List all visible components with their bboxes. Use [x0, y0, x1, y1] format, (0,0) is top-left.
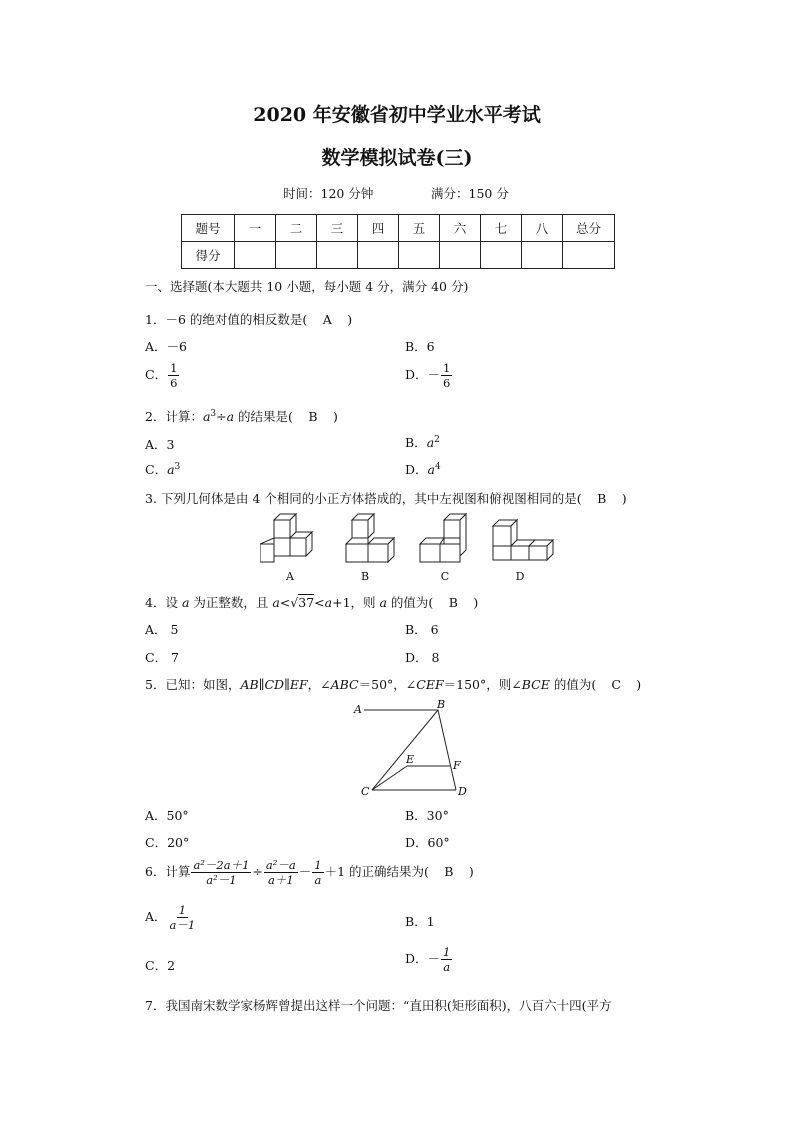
paren-close: ) [636, 677, 642, 692]
denominator: 6 [170, 376, 178, 390]
table-cell[interactable] [440, 242, 481, 269]
option-b: B．30° [405, 808, 449, 823]
cube-figures-svg [260, 512, 560, 568]
score-table-score-row [182, 242, 615, 269]
table-cell[interactable] [399, 242, 440, 269]
angle-name: BCE [521, 677, 550, 692]
fraction [168, 361, 179, 390]
table-cell: 二 [276, 215, 317, 242]
paren-close: ) [332, 409, 338, 424]
score-table-header-row [182, 215, 615, 242]
figure-b [346, 514, 394, 562]
question-4 [145, 593, 478, 611]
variable: a [202, 409, 211, 424]
question-stem: 的结果是( [234, 409, 293, 424]
fraction [191, 858, 251, 887]
question-stem: 5．已知：如图， [145, 677, 241, 692]
table-cell: 总分 [563, 215, 615, 242]
answer: A [322, 312, 332, 327]
question-stem: 6．计算 [145, 864, 191, 879]
option-a [145, 903, 198, 932]
point-label: C [361, 785, 370, 798]
question-stem: 的值为( [549, 677, 597, 692]
denominator: a [443, 960, 451, 974]
answer: B [308, 409, 318, 424]
figure-c [420, 514, 466, 562]
variable: a [379, 595, 387, 610]
paren-close: ) [347, 312, 353, 327]
answer: C [611, 677, 621, 692]
table-cell: 七 [481, 215, 522, 242]
table-cell: 三 [317, 215, 358, 242]
geometry-svg [352, 700, 472, 800]
table-cell[interactable] [235, 242, 276, 269]
operator: ÷ [252, 864, 263, 879]
question-stem: 1．－6 的绝对值的相反数是( [145, 312, 308, 327]
figure-a [260, 514, 312, 562]
option-label: B． [405, 435, 427, 450]
question-5 [145, 675, 641, 693]
numerator: a²－a [265, 858, 296, 872]
option-a: A．3 [145, 437, 175, 452]
exam-score: 满分：150 分 [431, 186, 509, 201]
table-cell: 五 [399, 215, 440, 242]
fraction [168, 903, 198, 932]
table-cell: 得分 [182, 242, 235, 269]
score-table [181, 214, 615, 269]
option-d: D． 8 [405, 650, 440, 665]
option-c: C．20° [145, 835, 190, 850]
answer: B [444, 864, 454, 879]
exam-title: 2020 年安徽省初中学业水平考试 [253, 104, 541, 126]
table-cell[interactable] [522, 242, 563, 269]
section-heading: 一、选择题(本大题共 10 小题，每小题 4 分，满分 40 分) [145, 279, 469, 294]
point-label: D [458, 785, 467, 798]
variable: a [272, 595, 280, 610]
point-label: E [406, 753, 415, 766]
option-b: B．6 [405, 339, 435, 354]
question-2 [145, 407, 338, 425]
option-label: C． [145, 367, 168, 382]
table-cell: 一 [235, 215, 276, 242]
option-a: A．－6 [145, 339, 187, 354]
answer: B [448, 595, 458, 610]
option-label: A． [145, 909, 167, 924]
numerator: 1 [178, 903, 187, 917]
question-stem: +1，则 [332, 595, 380, 610]
numerator: 1 [314, 858, 322, 872]
table-cell: 八 [522, 215, 563, 242]
fraction [441, 945, 452, 974]
option-c: C． 7 [145, 650, 179, 665]
option-a: A．50° [145, 808, 189, 823]
sqrt-symbol: √ [290, 595, 299, 610]
math-expression: AB∥CD∥EF [240, 677, 308, 692]
angle-name: CEF [416, 677, 444, 692]
exponent: 3 [174, 461, 181, 472]
paren-close: ) [468, 864, 474, 879]
question-stem: ＋1 的正确结果为( [324, 864, 429, 879]
line-bd [438, 710, 456, 790]
operator: － [298, 864, 312, 879]
geometry-diagram [352, 700, 472, 800]
option-label: D． [405, 462, 428, 477]
denominator: a²－1 [206, 873, 237, 887]
cube-figures [260, 512, 560, 586]
paren-close: ) [473, 595, 479, 610]
question-stem: ，∠ [307, 677, 331, 692]
option-d [405, 945, 453, 974]
radicand: 37 [298, 595, 315, 610]
operator: < [314, 595, 325, 610]
exponent: 4 [434, 461, 441, 472]
option-c [145, 361, 180, 390]
table-cell: 题号 [182, 215, 235, 242]
table-cell[interactable] [317, 242, 358, 269]
table-cell[interactable] [358, 242, 399, 269]
point-label: B [437, 698, 446, 711]
question-stem: 2．计算： [145, 409, 203, 424]
question-stem: 为正整数，且 [189, 595, 273, 610]
numerator: a²－2a＋1 [193, 858, 250, 872]
question-7: 7．我国南宋数学家杨辉曾提出这样一个问题：“直田积(矩形面积)，八百六十四(平方 [145, 998, 612, 1013]
question-stem: ＝150°，则∠ [443, 677, 522, 692]
line-bc [372, 710, 438, 790]
exam-subtitle: 数学模拟试卷(三) [321, 147, 473, 169]
figure-label: A [286, 570, 294, 583]
table-cell[interactable] [276, 242, 317, 269]
denominator: a [314, 873, 322, 887]
numerator: 1 [443, 945, 451, 959]
question-6 [145, 858, 474, 887]
variable: a [324, 595, 333, 610]
figure-label: D [515, 570, 525, 583]
figure-label: C [440, 570, 450, 583]
fraction [441, 361, 452, 390]
option-label: D．－ [405, 951, 441, 966]
exponent: 3 [210, 408, 217, 419]
option-d [405, 460, 441, 478]
option-label: D．－ [405, 367, 441, 382]
numerator: 1 [170, 361, 178, 375]
operator: < [279, 595, 291, 610]
variable: a [167, 462, 175, 477]
exam-time: 时间：120 分钟 [283, 186, 374, 201]
figure-d [493, 520, 553, 560]
option-a: A． 5 [145, 622, 179, 637]
angle-name: ABC [330, 677, 359, 692]
question-1 [145, 310, 352, 328]
variable: a [226, 409, 235, 424]
operator: ÷ [216, 409, 227, 424]
question-3 [145, 489, 627, 507]
question-stem: ＝50°，∠ [358, 677, 417, 692]
option-d: D．60° [405, 835, 450, 850]
paren-close: ) [621, 491, 627, 506]
option-b: B．1 [405, 914, 435, 929]
option-c [145, 460, 180, 478]
exponent: 2 [434, 434, 440, 445]
fraction [264, 858, 298, 887]
point-label: F [453, 759, 461, 772]
question-stem: 3. 下列几何体是由 4 个相同的小正方体搭成的，其中左视图和俯视图相同的是( [145, 491, 582, 506]
table-cell: 六 [440, 215, 481, 242]
table-cell: 四 [358, 215, 399, 242]
question-stem: 的值为( [386, 595, 434, 610]
option-b [405, 433, 440, 451]
answer: B [597, 491, 607, 506]
option-b: B． 6 [405, 622, 439, 637]
denominator: a－1 [169, 918, 196, 932]
option-d [405, 361, 453, 390]
option-label: C． [145, 462, 168, 477]
fraction [312, 858, 323, 887]
numerator: 1 [443, 361, 451, 375]
option-c: C．2 [145, 958, 176, 973]
denominator: a＋1 [267, 873, 294, 887]
variable: a [427, 462, 435, 477]
variable: a [181, 595, 190, 610]
variable: a [426, 435, 435, 450]
denominator: 6 [443, 376, 451, 390]
point-label: A [354, 703, 362, 716]
figure-label: B [360, 570, 370, 583]
question-stem: 4．设 [145, 595, 182, 610]
table-cell[interactable] [563, 242, 615, 269]
table-cell[interactable] [481, 242, 522, 269]
line-ce [372, 766, 407, 790]
